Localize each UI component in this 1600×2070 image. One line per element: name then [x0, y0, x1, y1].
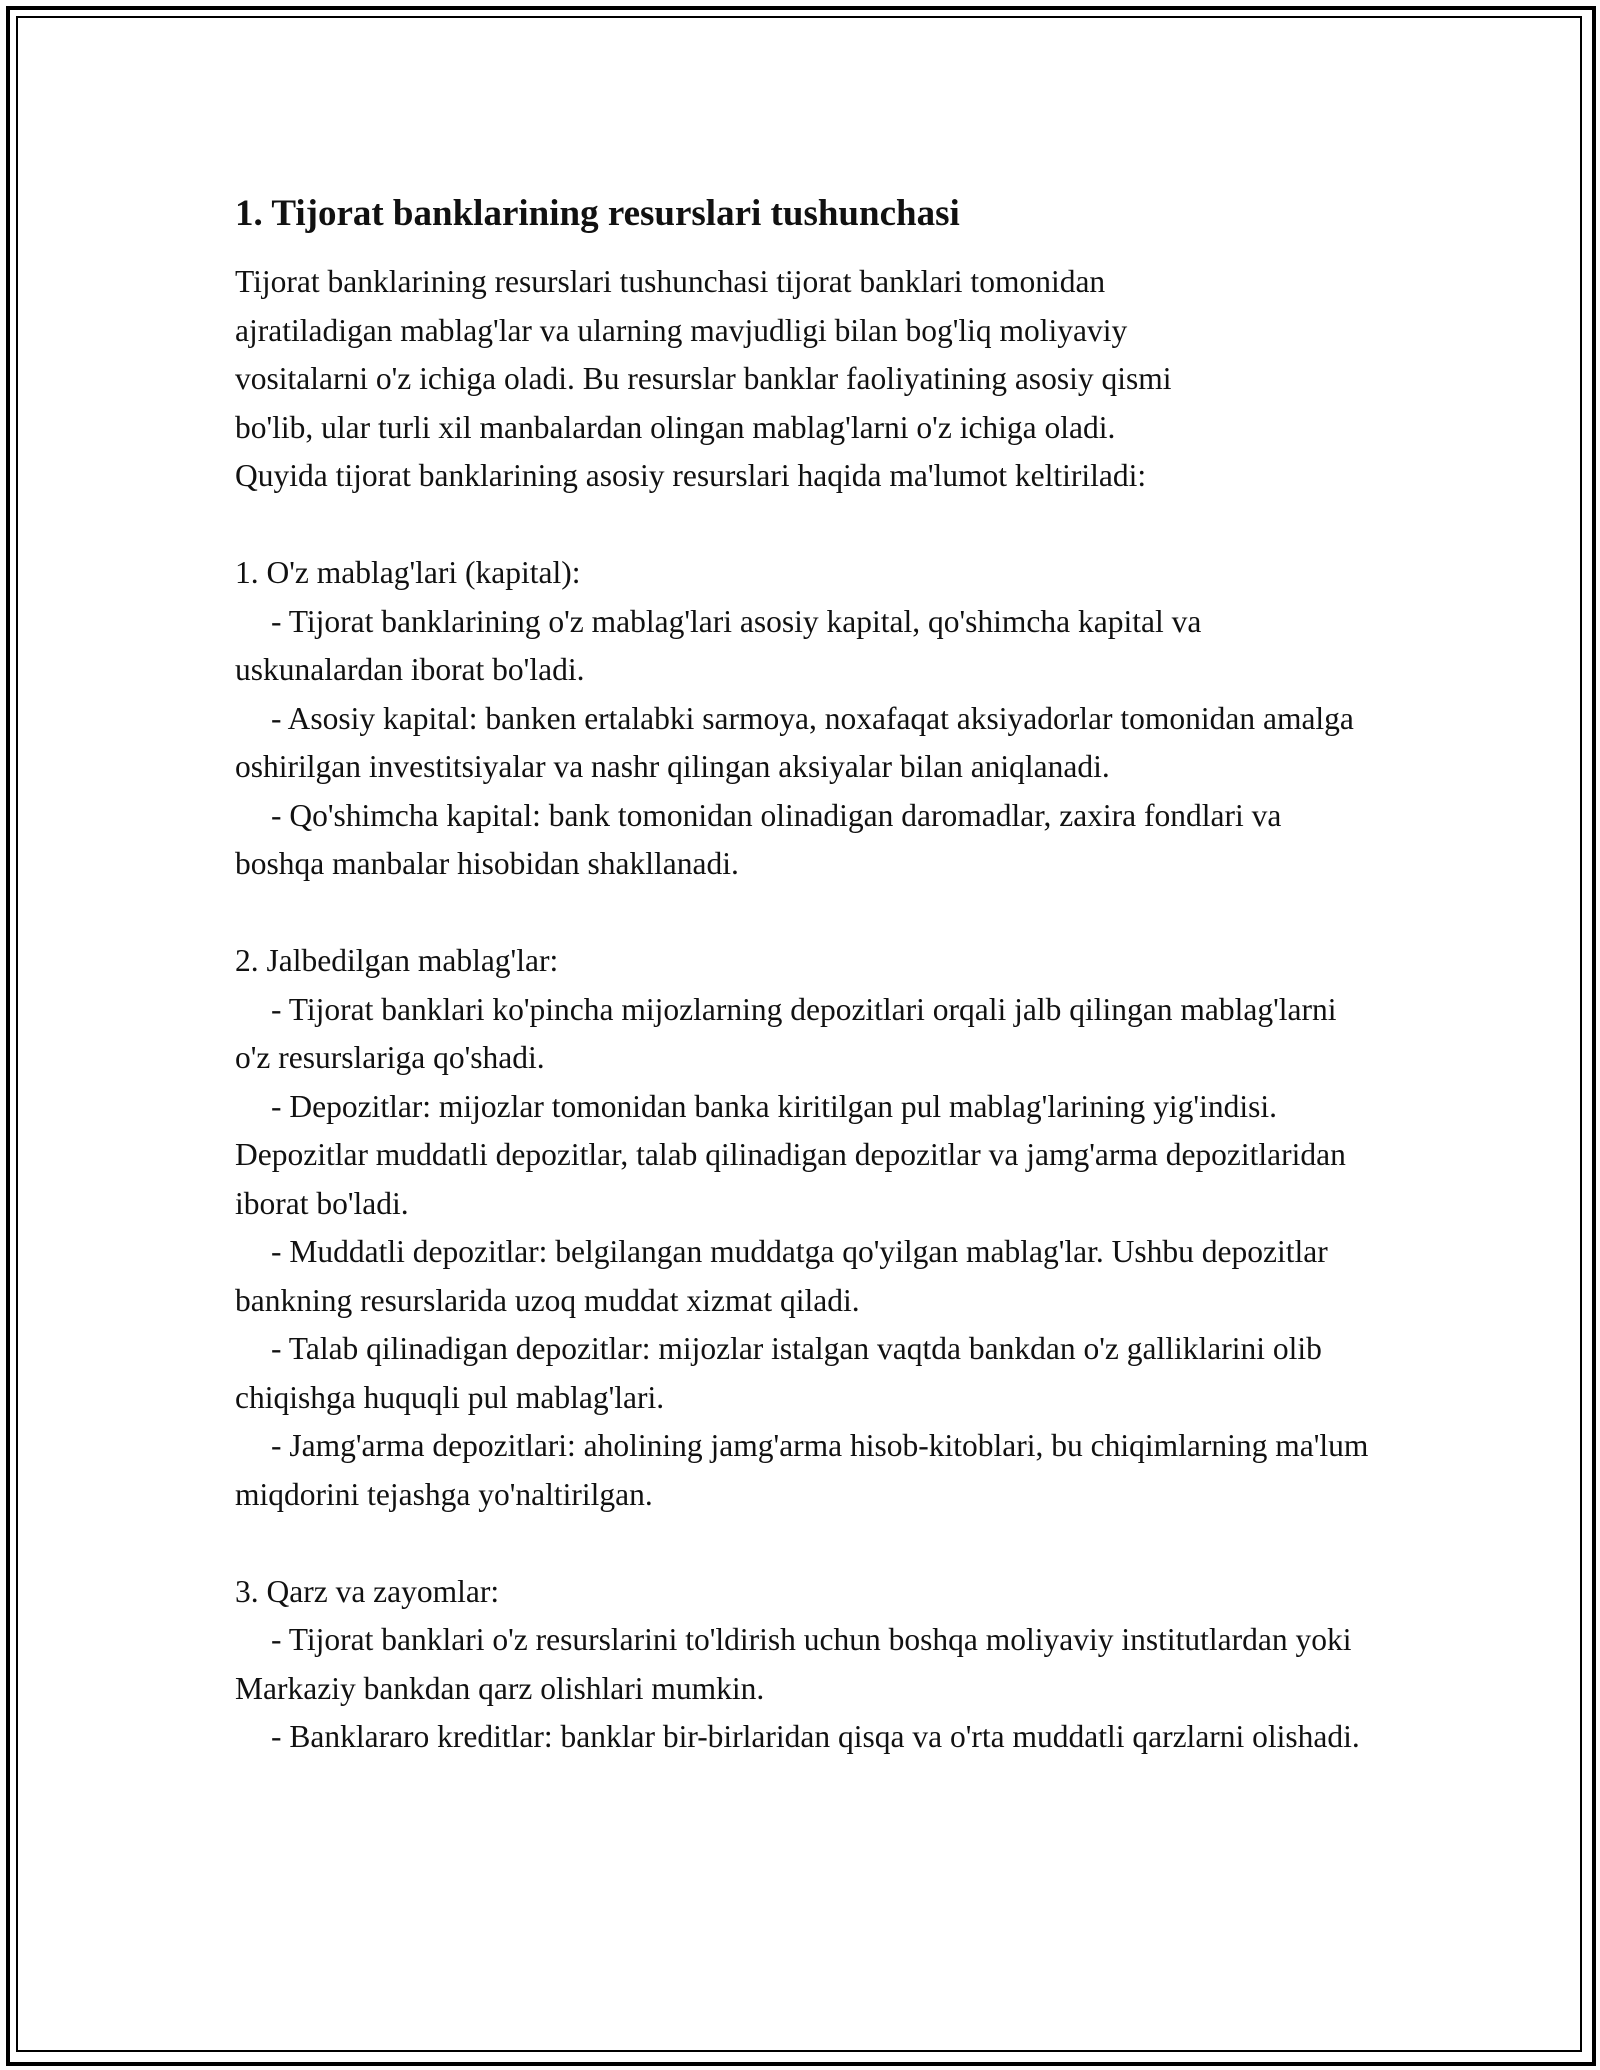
section-attracted-funds: [235, 937, 1375, 1519]
list-item: - Jamg'arma depozitlari: aholining jamg'arma hisob-kitoblari, bu chiqimlarning ma'lum miqdorini tejashga yo'naltirilgan.: [235, 1428, 1369, 1512]
list-item: - Talab qilinadigan depozitlar: mijozlar istalgan vaqtda bankdan o'z galliklarini olib chiqishga huquqli pul mablag'lari.: [235, 1331, 1322, 1415]
document-body: [235, 188, 1375, 1762]
document-heading: 1. Tijorat banklarining resurslari tushunchasi: [235, 193, 960, 234]
intro-paragraph: [235, 258, 1375, 501]
section-loans: [235, 1568, 1375, 1762]
list-item: - Tijorat banklarining o'z mablag'lari asosiy kapital, qo'shimcha kapital va uskunalardan iborat bo'ladi.: [235, 603, 1202, 687]
section-title: 2. Jalbedilgan mablag'lar:: [235, 943, 559, 978]
intro-line: ajratiladigan mablag'lar va ularning mavjudligi bilan bog'liq moliyaviy: [235, 312, 1128, 348]
section-title: 1. O'z mablag'lari (kapital):: [235, 555, 581, 590]
list-item: - Depozitlar: mijozlar tomonidan banka kiritilgan pul mablag'larining yig'indisi. Depozitlar muddatli depozitlar, talab qilinadigan depozitlar va jamg'arma depozitlaridan iborat bo'ladi.: [235, 1088, 1346, 1221]
list-item: - Asosiy kapital: banken ertalabki sarmoya, noxafaqat aksiyadorlar tomonidan amalga oshirilgan investitsiyalar va nashr qilingan aksiyalar bilan aniqlanadi.: [235, 700, 1354, 784]
intro-line: Tijorat banklarining resurslari tushunchasi tijorat banklari tomonidan: [235, 264, 1106, 299]
list-item: - Tijorat banklari ko'pincha mijozlarning depozitlari orqali jalb qilingan mablag'larni o'z resurslariga qo'shadi.: [235, 991, 1337, 1075]
section-title: 3. Qarz va zayomlar:: [235, 1573, 500, 1609]
intro-line: bo'lib, ular turli xil manbalardan olingan mablag'larni o'z ichiga oladi.: [235, 409, 1116, 445]
intro-line: Quyida tijorat banklarining asosiy resurslari haqida ma'lumot keltiriladi:: [235, 458, 1147, 493]
list-item: - Muddatli depozitlar: belgilangan muddatga qo'yilgan mablag'lar. Ushbu depozitlar bankning resurslarida uzoq muddat xizmat qiladi.: [235, 1234, 1328, 1318]
list-item: - Tijorat banklari o'z resurslarini to'ldirish uchun boshqa moliyaviy institutlardan yoki Markaziy bankdan qarz olishlari mumkin.: [235, 1622, 1352, 1706]
list-item: - Qo'shimcha kapital: bank tomonidan olinadigan daromadlar, zaxira fondlari va boshqa manbalar hisobidan shakllanadi.: [235, 797, 1282, 881]
intro-line: vositalarni o'z ichiga oladi. Bu resurslar banklar faoliyatining asosiy qismi: [235, 361, 1172, 396]
list-item: - Banklararo kreditlar: banklar bir-birlaridan qisqa va o'rta muddatli qarzlarni olishadi.: [271, 1719, 1360, 1754]
section-own-funds: [235, 549, 1375, 889]
